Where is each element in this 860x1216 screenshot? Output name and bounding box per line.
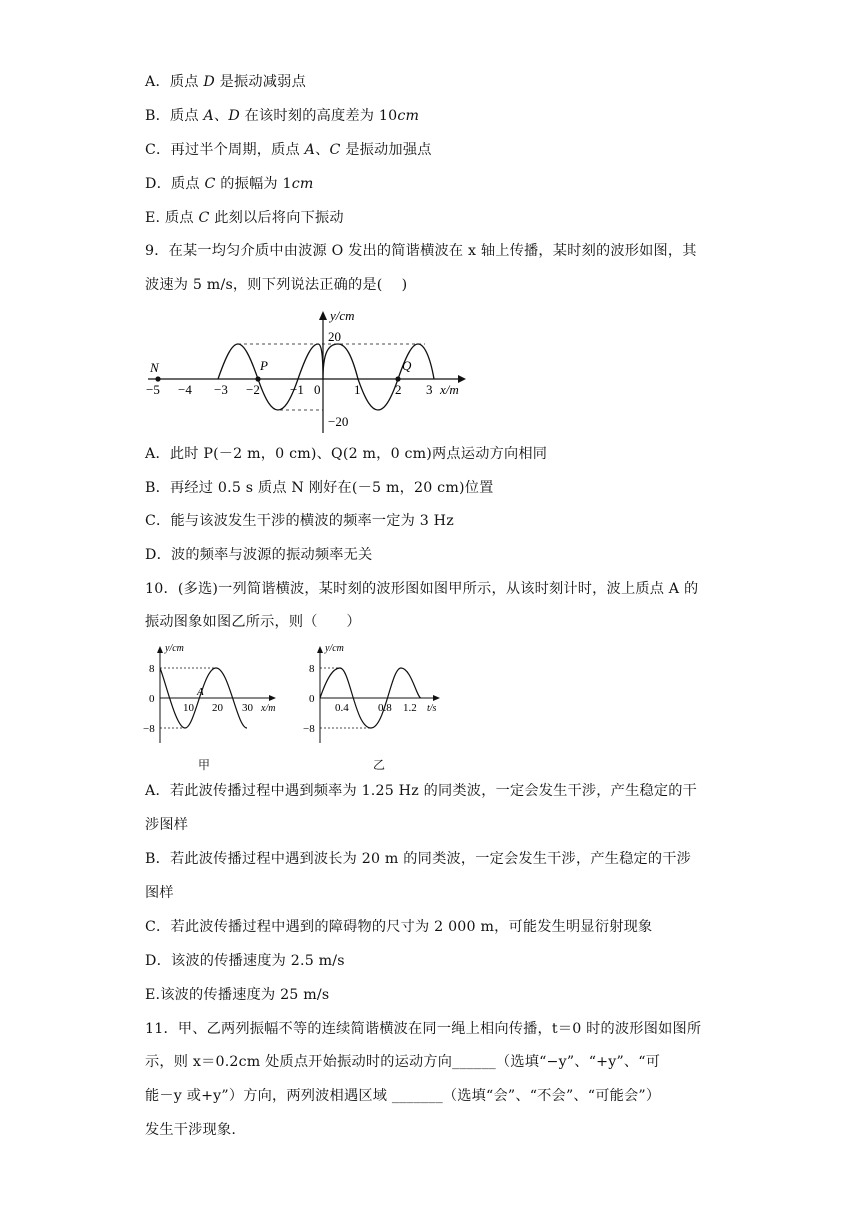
q10-option-c: C．若此波传播过程中遇到的障碍物的尺寸为 2 000 m，可能发生明显衍射现象 [145, 919, 653, 935]
q10-option-a-line2: 涉图样 [145, 817, 189, 833]
option-label: C． [145, 142, 171, 158]
yi-y0: 0 [309, 693, 315, 705]
q10-option-b-line2: 图样 [145, 885, 174, 901]
option-text: D [203, 74, 215, 90]
jia-yneg8: −8 [143, 723, 155, 735]
q10-stem-line1: 10．(多选)一列简谐横波，某时刻的波形图如图甲所示，从该时刻计时，波上质点 A 的 [145, 581, 699, 597]
yi-tick-04: 0.4 [335, 702, 349, 714]
q10-figure-yi [303, 643, 453, 748]
caption-yi: 乙 [373, 758, 386, 772]
yi-tick-08: 0.8 [378, 702, 392, 714]
y-axis-label: y/cm [330, 308, 355, 323]
option-text: C [204, 176, 216, 192]
tick-neg1: −1 [290, 382, 304, 397]
point-q-label: Q [402, 358, 412, 373]
tick-neg5: −5 [146, 382, 160, 397]
option-text: 质点 [170, 176, 205, 192]
x-axis-label: x/m [440, 382, 459, 397]
q10-option-b-line1: B．若此波传播过程中遇到波长为 20 m 的同类波，一定会发生干涉，产生稳定的干涉 [145, 851, 692, 867]
jia-tick-10: 10 [183, 702, 194, 714]
option-text: cm [397, 108, 420, 124]
point-n-dot [155, 376, 160, 381]
jia-tick-30: 30 [242, 702, 253, 714]
option-text: 再过半个周期，质点 [170, 142, 305, 158]
x-axis-arrow [458, 375, 466, 383]
option-text: A [203, 108, 214, 124]
y-axis-arrow [319, 311, 327, 320]
tick-neg4: −4 [178, 382, 192, 397]
jia-tick-20: 20 [212, 702, 223, 714]
option-text: 的振幅为 1 [215, 176, 292, 192]
option-label: A． [145, 74, 170, 90]
yi-ylabel: y/cm [325, 643, 344, 654]
yi-yneg8: −8 [303, 723, 315, 735]
q9-option-b: B．再经过 0.5 s 质点 N 刚好在(－5 m，20 cm)位置 [145, 480, 494, 496]
option-text: cm [291, 176, 314, 192]
q8-option-e [145, 208, 344, 228]
option-label: B． [145, 108, 171, 124]
q9-option-c: C．能与该波发生干涉的横波的频率一定为 3 Hz [145, 513, 454, 529]
q8-option-a [145, 72, 306, 92]
caption-jia: 甲 [198, 758, 211, 772]
option-text: 是振动加强点 [340, 142, 432, 158]
tick-2: 2 [395, 382, 402, 397]
tick-0: 0 [314, 382, 321, 397]
q10-option-d: D．该波的传播速度为 2.5 m/s [145, 953, 345, 969]
option-text: 质点 [164, 210, 199, 226]
jia-xlabel: x/m [261, 703, 276, 714]
yi-tick-12: 1.2 [403, 702, 417, 714]
q9-option-d: D．波的频率与波源的振动频率无关 [145, 547, 373, 563]
wave-curve [218, 344, 434, 410]
tick-neg2: −2 [246, 382, 260, 397]
q9-stem-line2: 波速为 5 m/s，则下列说法正确的是( ) [145, 277, 408, 293]
point-q-dot [395, 376, 400, 381]
tick-1: 1 [354, 382, 361, 397]
q9-option-a: A．此时 P(－2 m，0 cm)、Q(2 m，0 cm)两点运动方向相同 [145, 446, 548, 462]
option-text: 质点 [169, 74, 204, 90]
q11-line4: 发生干涉现象. [145, 1122, 237, 1138]
option-text: 是振动减弱点 [214, 74, 306, 90]
q10-stem-line2: 振动图象如图乙所示，则（ ） [145, 614, 361, 630]
point-n-label: N [150, 360, 159, 375]
option-text: 、 [315, 142, 330, 158]
y-bottom-label: −20 [328, 414, 349, 429]
jia-ylabel: y/cm [165, 643, 184, 654]
q11-line2: 示，则 x＝0.2cm 处质点开始振动时的运动方向______（选填“−y”、“+y”、“可 [145, 1054, 661, 1070]
option-text: C [329, 142, 341, 158]
option-text: D [228, 108, 240, 124]
yi-y8: 8 [309, 663, 315, 675]
option-text: 、 [213, 108, 229, 124]
q8-option-d [145, 174, 314, 194]
option-text: C [198, 210, 210, 226]
point-p-dot [255, 376, 260, 381]
jia-y8: 8 [149, 663, 155, 675]
yi-xlabel: t/s [427, 703, 437, 714]
jia-y0: 0 [149, 693, 155, 705]
point-p-label: P [260, 358, 268, 373]
option-text: 质点 [170, 108, 204, 124]
q8-option-c [145, 140, 432, 160]
tick-3: 3 [426, 382, 433, 397]
option-text: 在该时刻的高度差为 10 [239, 108, 398, 124]
q11-line3: 能－y 或+y”）方向，两列波相遇区域 _______（选填“会”、“不会”、“可能会”） [145, 1088, 661, 1104]
jia-point-a: A [197, 686, 204, 698]
option-label: E. [145, 210, 165, 226]
option-text: 此刻以后将向下振动 [209, 210, 344, 226]
q9-stem-line1: 9．在某一均匀介质中由波源 O 发出的简谐横波在 x 轴上传播，某时刻的波形如图，其 [145, 243, 697, 259]
q9-wave-figure [140, 308, 480, 438]
option-text: A [304, 142, 316, 158]
option-label: D． [145, 176, 171, 192]
q8-option-b [145, 106, 419, 126]
q10-figure-jia [143, 643, 293, 748]
q10-option-e: E.该波的传播速度为 25 m/s [145, 987, 330, 1003]
tick-neg3: −3 [214, 382, 228, 397]
y-top-label: 20 [328, 329, 341, 344]
q10-option-a-line1: A．若此波传播过程中遇到频率为 1.25 Hz 的同类波，一定会发生干涉，产生稳定的干 [145, 783, 698, 799]
q11-line1: 11．甲、乙两列振幅不等的连续简谐横波在同一绳上相向传播，t＝0 时的波形图如图所 [145, 1021, 702, 1037]
